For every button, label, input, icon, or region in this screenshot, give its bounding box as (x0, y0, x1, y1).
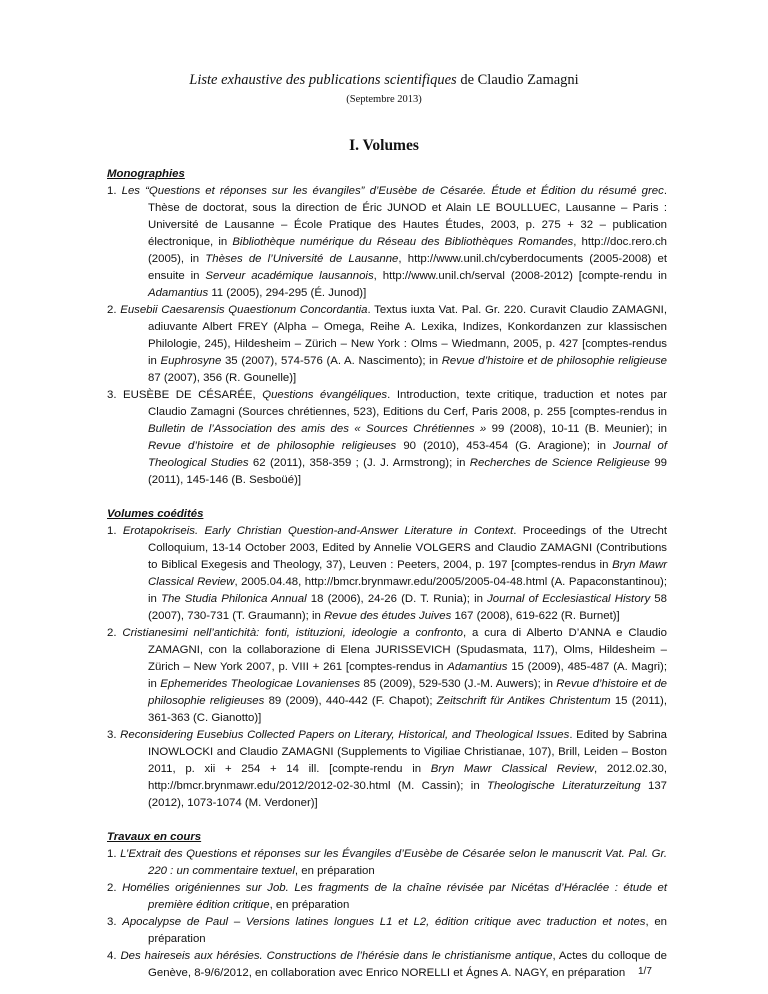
item-number: 2. (107, 304, 121, 316)
section-gap (107, 489, 667, 506)
item-text: 90 (2010), 453-454 (G. Aragione); in (396, 440, 614, 452)
item-title: Revue d’histoire et de philosophie religieuses (148, 678, 668, 707)
item-title: Journal of Ecclesiastical History (487, 593, 651, 605)
item-text: 99 (2011), 145-146 (B. Sesboüé)] (148, 457, 667, 486)
item-text: 58 (2007), 730-731 (T. Graumann); in (148, 593, 667, 622)
item-number: 2. (107, 882, 123, 894)
publication-items (107, 523, 667, 812)
item-text: , en préparation (148, 916, 668, 945)
item-text: 11 (2005), 294-295 (É. Junod)] (208, 287, 367, 299)
item-text: , http://www.unil.ch/serval (2008-2012) [compte-rendu in (373, 270, 668, 282)
list-item (107, 727, 667, 812)
item-title: The Studia Philonica Annual (161, 593, 307, 605)
item-text: 137 (2012), 1073-1074 (M. Verdoner)] (148, 780, 668, 809)
section-gap (107, 812, 667, 829)
subsection-heading: Volumes coédités (107, 508, 204, 520)
item-text: , 2012.02.30, http://bmcr.brynmawr.edu/2012/2012-02-30.html (M. Cassin); in (148, 763, 668, 792)
list-item (107, 387, 667, 489)
item-number: 4. (107, 950, 121, 962)
item-title: Thèses de l’Université de Lausanne (205, 253, 399, 265)
list-item (107, 948, 667, 982)
publication-items (107, 846, 667, 982)
item-text: , Actes du colloque de Genève, 8-9/6/2012, en collaboration avec Enrico NORELLI et Ágnes A. NAGY, en préparation (148, 950, 668, 979)
item-text: EUSÈBE DE CÉSARÉE, (123, 389, 263, 401)
list-item (107, 880, 667, 914)
item-title: Bryn Mawr Classical Review (430, 763, 594, 775)
item-title: Serveur académique lausannois (205, 270, 374, 282)
item-title: Apocalypse de Paul – Versions latines longues L1 et L2, édition critique avec traduction et notes (122, 916, 646, 928)
item-text: , http://doc.rero.ch (2005), in (148, 236, 667, 265)
item-title: Bulletin de l’Association des amis des « Sources Chrétiennes » (148, 423, 487, 435)
list-item (107, 302, 667, 387)
item-text: . Thèse de doctorat, sous la direction de Éric JUNOD et Alain LE BOULLUEC, Lausanne – Paris : Université de Lausanne – École Pratique des Hautes Études, 2003, p. 275 + 32 – publication électronique, in (148, 185, 667, 248)
publication-items (107, 183, 667, 489)
item-title: Cristianesimi nell’antichità: fonti, istituzioni, ideologie a confronto (122, 627, 463, 639)
item-text: 35 (2007), 574-576 (A. A. Nascimento); in (221, 355, 442, 367)
item-number: 3. (107, 916, 123, 928)
list-item (107, 183, 667, 302)
item-title: Euphrosyne (160, 355, 222, 367)
list-item (107, 914, 667, 948)
item-number: 2. (107, 627, 123, 639)
item-title: Homélies origéniennes sur Job. Les fragments de la chaîne révisée par Nicétas d’Héraclée : étude et première édition critique (122, 882, 667, 911)
item-text: . Textus iuxta Vat. Pal. Gr. 220. Curavit Claudio ZAMAGNI, adiuvante Albert FREY (Alpha – Omega, Reihe A. Lexika, Indizes, Konkordanzen zur klassischen Philologie, 245), Hildesheim – Zürich – New York : Olms – Wiedmann, 2005, p. 427 [comptes-rendus in (148, 304, 667, 367)
section-heading: I. Volumes (349, 137, 419, 154)
item-text: , 2005.04.48, http://bmcr.brynmawr.edu/2005/2005-04-48.html (A. Papaconstantinou); in (148, 576, 667, 605)
item-number: 1. (107, 525, 123, 537)
item-title: Eusebii Caesarensis Quaestionum Concordantia (120, 304, 368, 316)
item-title: Revue d’histoire et de philosophie religieuses (148, 440, 397, 452)
subsection-heading: Monographies (107, 168, 185, 180)
list-item (107, 846, 667, 880)
item-text: 15 (2011), 361-363 (C. Gianotto)] (148, 695, 667, 724)
item-title: Revue des études Juives (324, 610, 452, 622)
title-italic: Liste exhaustive des publications scientifiques (189, 72, 457, 88)
item-title: L’Extrait des Questions et réponses sur les Évangiles d’Eusèbe de Césarée selon le manuscrit Vat. Pal. Gr. 220 : un commentaire textuel (120, 848, 667, 877)
item-text: 89 (2009), 440-442 (F. Chapot); (264, 695, 437, 707)
item-text: , en préparation (294, 865, 375, 877)
item-title: Erotapokriseis. Early Christian Question-and-Answer Literature in Context (122, 525, 514, 537)
item-number: 1. (107, 185, 122, 197)
item-number: 3. (107, 729, 121, 741)
item-number: 1. (107, 848, 121, 860)
item-text: 62 (2011), 358-359 ; (J. J. Armstrong); in (248, 457, 470, 469)
item-title: Revue d’histoire et de philosophie religieuse (441, 355, 667, 367)
document-title (0, 72, 768, 89)
publication-list (107, 166, 667, 982)
item-title: Recherches de Science Religieuse (469, 457, 650, 469)
item-number: 3. (107, 389, 124, 401)
item-title: Les “Questions et réponses sur les évangiles” d’Eusèbe de Césarée. Étude et Édition du résumé grec (121, 185, 664, 197)
item-title: Journal of Theological Studies (148, 440, 667, 469)
item-text: 85 (2009), 529-530 (J.-M. Auwers); in (360, 678, 557, 690)
item-text: . Proceedings of the Utrecht Colloquium, 13-14 October 2003, Edited by Annelie VOLGERS and Claudio ZAMAGNI (Contributions to Biblical Exegesis and Theology, 37), Leuven : Peeters, 2004, p. 197 [comptes-rendus in (148, 525, 667, 571)
item-title: Des haireseis aux hérésies. Constructions de l’hérésie dans le christianisme antique (120, 950, 553, 962)
page-number: 1/7 (638, 966, 652, 977)
item-text: , a cura di Alberto D’ANNA e Claudio ZAMAGNI, con la collaborazione di Elena JURISSEVICH (Spudasmata, 117), Olms, Hildesheim – Zürich – New York 2007, p. VIII + 261 [comptes-rendus in (148, 627, 667, 673)
item-title: Questions évangéliques (262, 389, 388, 401)
item-text: . Edited by Sabrina INOWLOCKI and Claudio ZAMAGNI (Supplements to Vigiliae Christianae, 107), Brill, Leiden – Boston 2011, p. xii + 254 + 14 ill. [compte-rendu in (148, 729, 667, 775)
item-title: Reconsidering Eusebius Collected Papers on Literary, Historical, and Theological Issues (120, 729, 570, 741)
item-title: Bryn Mawr Classical Review (148, 559, 667, 588)
item-text: , http://www.unil.ch/cyberdocuments (2005-2008) et ensuite in (148, 253, 667, 282)
item-text: 18 (2006), 24-26 (D. T. Runia); in (306, 593, 488, 605)
item-title: Theologische Literaturzeitung (487, 780, 641, 792)
item-text: , en préparation (269, 899, 350, 911)
item-text: 87 (2007), 356 (R. Gounelle)] (148, 372, 297, 384)
list-item (107, 523, 667, 625)
item-title: Zeitschrift für Antikes Christentum (436, 695, 611, 707)
item-title: Adamantius (148, 287, 209, 299)
subsection-heading: Travaux en cours (107, 831, 202, 843)
title-author: de Claudio Zamagni (456, 72, 579, 88)
item-text: 15 (2009), 485-487 (A. Magri); in (148, 661, 667, 690)
item-title: Bibliothèque numérique du Réseau des Bibliothèques Romandes (232, 236, 574, 248)
document-date: (Septembre 2013) (346, 94, 422, 105)
item-text: . Introduction, texte critique, traduction et notes par Claudio Zamagni (Sources chrétiennes, 523), Editions du Cerf, Paris 2008, p. 255 [comptes-rendus in (148, 389, 667, 418)
item-title: Ephemerides Theologicae Lovanienses (160, 678, 361, 690)
item-text: 99 (2008), 10-11 (B. Meunier); in (486, 423, 667, 435)
item-title: Adamantius (447, 661, 508, 673)
list-item (107, 625, 667, 727)
item-text: 167 (2008), 619-622 (R. Burnet)] (451, 610, 620, 622)
